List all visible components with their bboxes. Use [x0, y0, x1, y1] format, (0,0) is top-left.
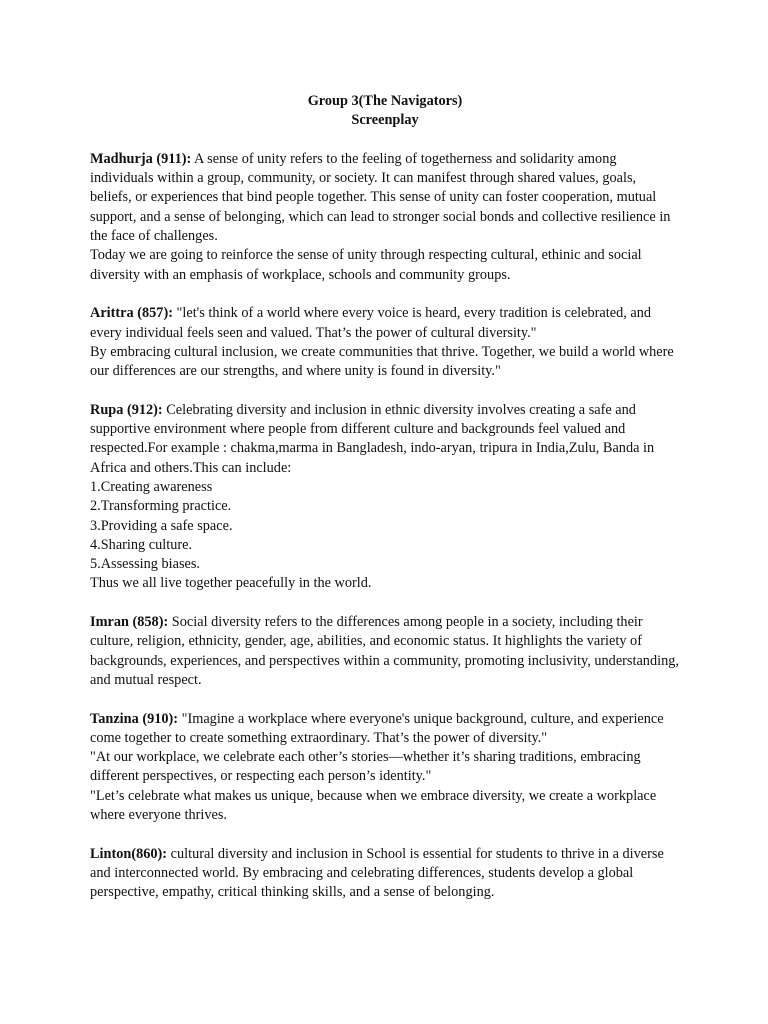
speech-paragraph: Thus we all live together peacefully in the world. [90, 575, 372, 592]
list-item: 4.Sharing culture. [90, 536, 193, 553]
document-subtitle: Screenplay [351, 112, 419, 129]
speech-paragraph [90, 304, 680, 343]
speaker-name: Rupa (912): [90, 401, 163, 418]
speech-paragraph [90, 150, 680, 246]
speech-paragraph: "At our workplace, we celebrate each other’s stories—whether it’s sharing traditions, embracing different perspectives, or respecting each person’s identity." [90, 749, 641, 785]
list-item: 3.Providing a safe space. [90, 517, 233, 534]
speaker-name: Imran (858): [90, 614, 169, 631]
document-title: Group 3(The Navigators) [307, 93, 463, 109]
speech-rupa [90, 401, 680, 594]
speech-madhurja [90, 150, 680, 285]
speech-linton [90, 845, 680, 903]
list-item: 1.Creating awareness [90, 478, 213, 495]
title-spacer [90, 131, 680, 150]
speech-text: cultural diversity and inclusion in School is essential for students to thrive in a diverse and interconnected world. By embracing and celebrating differences, students develop a global perspective, empathy, critical thinking skills, and a sense of belonging. [90, 845, 664, 901]
speech-paragraph: By embracing cultural inclusion, we create communities that thrive. Together, we build a world where our differences are our strengths, and where unity is found in diversity." [90, 343, 674, 380]
speech-text: A sense of unity refers to the feeling of togetherness and solidarity among individuals within a group, community, or society. It can manifest through shared values, goals, beliefs, or experiences that bind people together. This sense of unity can foster cooperation, mutual support, and a sense of belonging, which can lead to stronger social bonds and collective resilience in the face of challenges. [90, 150, 671, 245]
speech-paragraph [90, 401, 680, 478]
list-item: 5.Assessing biases. [90, 556, 201, 573]
speech-text: "Imagine a workplace where everyone's unique background, culture, and experience come together to create something extraordinary. That’s the power of diversity." [90, 710, 664, 746]
speaker-name: Madhurja (911): [90, 150, 192, 167]
speech-paragraph [90, 845, 680, 903]
list-item: 2.Transforming practice. [90, 498, 232, 515]
speech-text: "let's think of a world where every voice is heard, every tradition is celebrated, and every individual feels seen and valued. That’s the power of cultural diversity." [90, 305, 652, 341]
speech-paragraph [90, 613, 680, 690]
speaker-name: Arittra (857): [90, 305, 173, 322]
speech-paragraph [90, 710, 680, 749]
document-page [90, 92, 680, 902]
speech-imran [90, 613, 680, 690]
speech-text: Social diversity refers to the differences among people in a society, including their culture, religion, ethnicity, gender, age, abilities, and economic status. It highlights the variety of backgrounds, experiences, and perspectives within a community, promoting inclusivity, understanding, and mutual respect. [90, 614, 679, 688]
speech-arittra [90, 304, 680, 381]
speech-text: Celebrating diversity and inclusion in ethnic diversity involves creating a safe and supportive environment where people from different culture and backgrounds feel valued and respected.For example : chakma,marma in Bangladesh, indo-aryan, tripura in India,Zulu, Banda in Africa and others.This can include: [90, 401, 655, 476]
speech-paragraph: "Let’s celebrate what makes us unique, because when we embrace diversity, we create a workplace where everyone thrives. [90, 787, 657, 823]
speaker-name: Linton(860): [90, 845, 168, 862]
speech-paragraph: Today we are going to reinforce the sense of unity through respecting cultural, ethinic and social diversity with an emphasis of workplace, schools and community groups. [90, 247, 642, 283]
speech-tanzina [90, 710, 680, 826]
speaker-name: Tanzina (910): [90, 710, 179, 727]
